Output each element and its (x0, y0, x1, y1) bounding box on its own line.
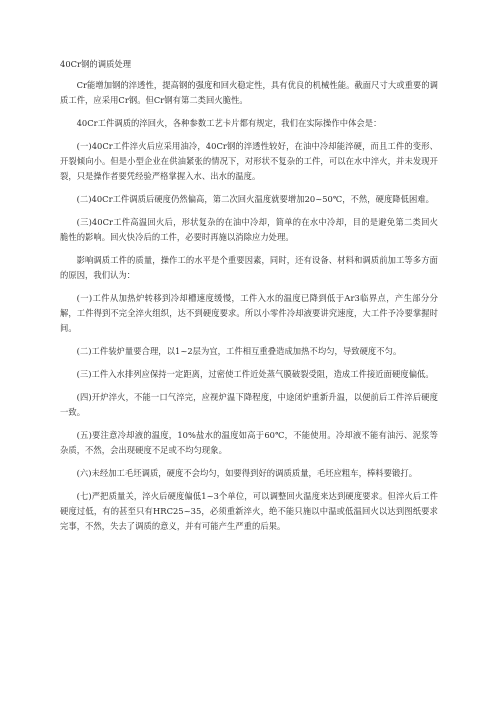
document-title: 40Cr钢的调质处理 (60, 59, 132, 69)
paragraph: (三)工件入水排列应保持一定距离，过密使工件近处蒸气膜破裂受阻，造成工件接近面硬度偏低。 (76, 369, 434, 379)
paragraph: (五)要注意冷却液的温度，10%盐水的温度如高于60℃，不能使用。冷却液不能有油污、泥浆等杂质，不然，会出现硬度不足或不均匀现象。 (60, 430, 438, 455)
paragraph: (四)开炉淬火，不能一口气淬完，应视炉温下降程度，中途闭炉重新升温，以便前后工件淬后硬度一致。 (60, 392, 438, 417)
paragraph: (一)工件从加热炉转移到冷却槽速度缓慢，工件入水的温度已降到低于Ar3临界点，产生部分分解，工件得到不完全淬火组织，达不到硬度要求。所以小零件冷却液要讲究速度，大工件予冷要掌握时间。 (60, 293, 438, 333)
paragraph: 影响调质工件的质量，操作工的水平是个重要因素，同时，还有设备、材料和调质前加工等多方面的原因，我们认为： (60, 255, 438, 280)
paragraph: (二)40Cr工件调质后硬度仍然偏高，第二次回火温度就要增加20~50℃，不然，硬度降低困难。 (76, 194, 435, 204)
document-body (60, 57, 438, 542)
paragraph: (三)40Cr工件高温回火后，形状复杂的在油中冷却，简单的在水中冷却，目的是避免第二类回火脆性的影响。回火快冷后的工件，必要时再施以消除应力处理。 (60, 217, 438, 242)
paragraph: Cr能增加钢的淬透性，提高钢的强度和回火稳定性，具有优良的机械性能。截面尺寸大或重要的调质工件，应采用Cr钢。但Cr钢有第二类回火脆性。 (60, 80, 438, 105)
paragraph: (六)未经加工毛坯调质，硬度不会均匀，如要得到好的调质质量，毛坯应粗车，棒料要锻打。 (76, 468, 418, 478)
paragraph: 40Cr工件调质的淬回火，各种参数工艺卡片都有规定，我们在实际操作中体会是： (76, 118, 382, 128)
paragraph: (七)严把质量关，淬火后硬度偏低1~3个单位，可以调整回火温度来达到硬度要求。但淬火后工件硬度过低，有的甚至只有HRC25~35，必须重新淬火，绝不能只施以中温或低温回火以达到图纸要求完事，不然，失去了调质的意义，并有可能产生严重的后果。 (60, 491, 438, 531)
paragraph: (二)工件装炉量要合理，以1~2层为宜，工件相互重叠造成加热不均匀，导致硬度不匀。 (76, 346, 402, 356)
paragraph: (一)40Cr工件淬火后应采用油冷，40Cr钢的淬透性较好，在油中冷却能淬硬，而且工件的变形、开裂倾向小。但是小型企业在供油紧张的情况下，对形状不复杂的工件，可以在水中淬火，并未发现开裂，只是操作者要凭经验严格掌握入水、出水的温度。 (60, 141, 438, 181)
